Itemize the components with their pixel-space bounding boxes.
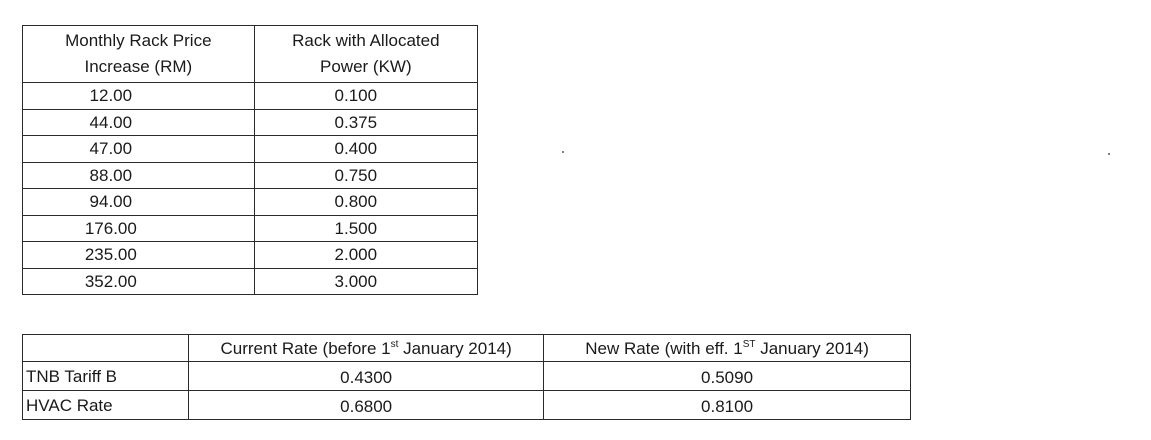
current-rate-prefix: Current Rate (before 1 xyxy=(220,338,391,358)
table-row xyxy=(23,109,478,136)
current-rate-cell: 0.4300 xyxy=(189,362,544,391)
power-cell: 0.400 xyxy=(254,136,477,163)
power-cell: 2.000 xyxy=(254,242,477,269)
table-row xyxy=(23,215,478,242)
price-cell: 47.00 xyxy=(23,136,255,163)
header-power-line1: Rack with Allocated xyxy=(292,31,440,50)
table-row xyxy=(23,83,478,110)
new-rate-cell: 0.8100 xyxy=(544,391,911,420)
power-cell: 0.375 xyxy=(254,109,477,136)
table-row xyxy=(23,391,911,420)
rate-label-cell: TNB Tariff B xyxy=(23,362,189,391)
current-rate-suffix: January 2014) xyxy=(398,338,512,358)
price-cell: 94.00 xyxy=(23,189,255,216)
power-cell: 1.500 xyxy=(254,215,477,242)
rack-price-table xyxy=(22,25,478,295)
price-cell: 235.00 xyxy=(23,242,255,269)
tariff-rate-table xyxy=(22,334,911,420)
header-power-line2: Power (KW) xyxy=(320,57,412,76)
scan-speck xyxy=(1108,153,1110,155)
header-current-rate xyxy=(189,335,544,362)
new-rate-prefix: New Rate (with eff. 1 xyxy=(585,338,743,358)
current-rate-ordinal: st xyxy=(390,338,399,350)
table-row xyxy=(23,242,478,269)
header-new-rate xyxy=(544,335,911,362)
rack-table-header-row xyxy=(23,26,478,83)
price-cell: 12.00 xyxy=(23,83,255,110)
price-cell: 176.00 xyxy=(23,215,255,242)
new-rate-suffix: January 2014) xyxy=(755,338,869,358)
power-cell: 0.750 xyxy=(254,162,477,189)
table-row xyxy=(23,136,478,163)
rate-label-cell: HVAC Rate xyxy=(23,391,189,420)
header-allocated-power xyxy=(254,26,477,83)
table-row xyxy=(23,189,478,216)
price-cell: 352.00 xyxy=(23,268,255,295)
power-cell: 3.000 xyxy=(254,268,477,295)
table-row xyxy=(23,362,911,391)
current-rate-cell: 0.6800 xyxy=(189,391,544,420)
rate-table-header-row xyxy=(23,335,911,362)
scan-speck xyxy=(562,151,564,153)
header-monthly-rack-price xyxy=(23,26,255,83)
price-cell: 88.00 xyxy=(23,162,255,189)
table-row xyxy=(23,162,478,189)
table-row xyxy=(23,268,478,295)
power-cell: 0.100 xyxy=(254,83,477,110)
header-price-line2: Increase (RM) xyxy=(84,57,193,76)
new-rate-cell: 0.5090 xyxy=(544,362,911,391)
header-price-line1: Monthly Rack Price xyxy=(65,31,212,50)
new-rate-ordinal: ST xyxy=(742,338,756,350)
header-blank-cell xyxy=(23,335,189,362)
price-cell: 44.00 xyxy=(23,109,255,136)
power-cell: 0.800 xyxy=(254,189,477,216)
